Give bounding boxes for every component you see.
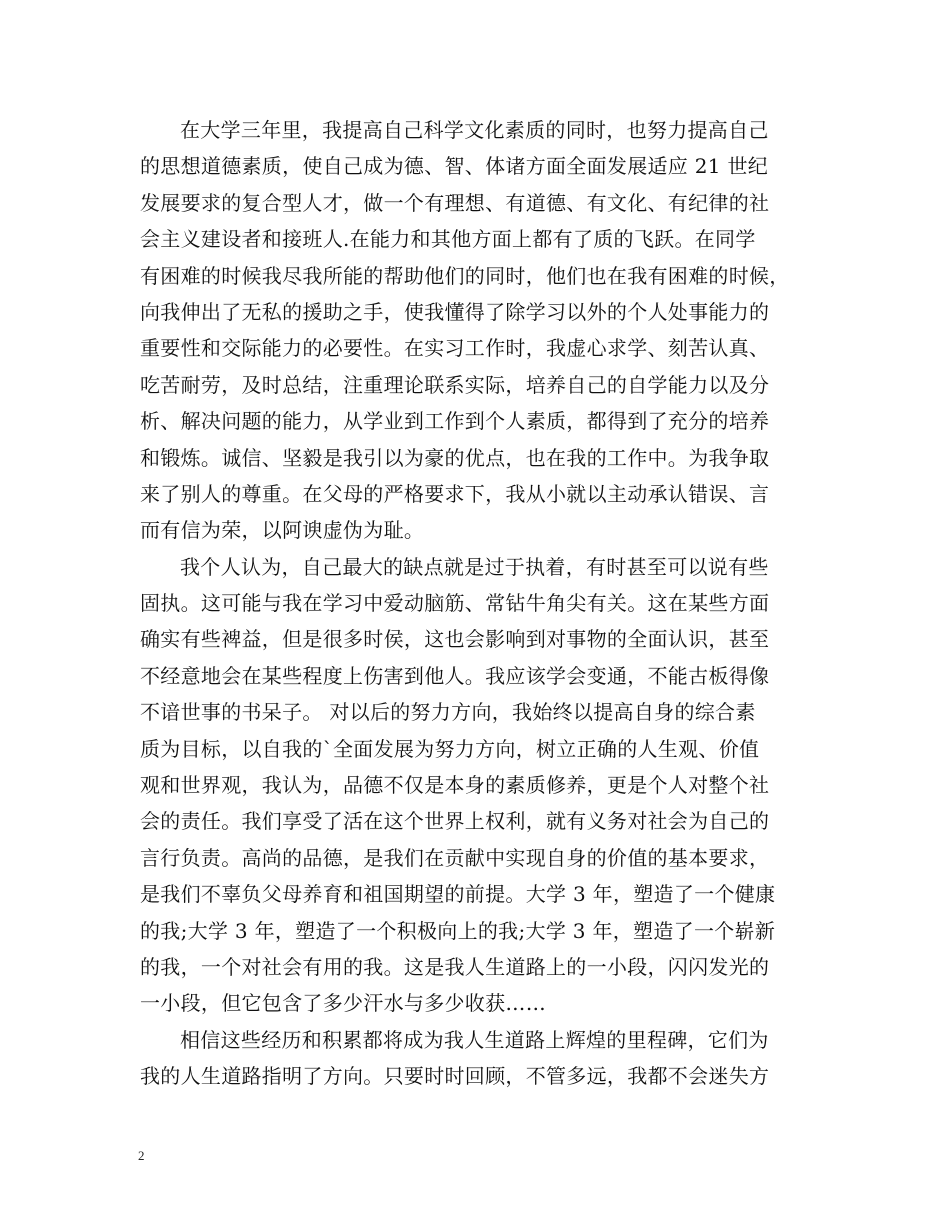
text-line: 言行负责。高尚的品德，是我们在贡献中实现自身的价值的基本要求， xyxy=(140,845,770,870)
text-line: 固执。这可能与我在学习中爱动脑筋、常钻牛角尖有关。这在某些方面 xyxy=(140,591,770,616)
text-line: 来了别人的尊重。在父母的严格要求下，我从小就以主动承认错误、言 xyxy=(140,481,770,506)
text-line: 相信这些经历和积累都将成为我人生道路上辉煌的里程碑，它们为 xyxy=(180,1027,769,1052)
text-line: 不经意地会在某些程度上伤害到他人。我应该学会变通，不能古板得像 xyxy=(140,663,770,688)
text-line: 的思想道德素质，使自己成为德、智、体诸方面全面发展适应 21 世纪 xyxy=(140,154,769,179)
text-line: 我的人生道路指明了方向。只要时时回顾，不管多远，我都不会迷失方 xyxy=(140,1064,770,1089)
text-line: 而有信为荣，以阿谀虚伪为耻。 xyxy=(140,518,425,543)
text-line: 我个人认为，自己最大的缺点就是过于执着，有时甚至可以说有些 xyxy=(180,554,769,579)
text-line: 有困难的时候我尽我所能的帮助他们的同时，他们也在我有困难的时候， xyxy=(140,263,790,288)
text-line: 质为目标，以自我的`全面发展为努力方向，树立正确的人生观、价值 xyxy=(140,736,760,761)
text-line: 在大学三年里，我提高自己科学文化素质的同时，也努力提高自己 xyxy=(180,118,769,142)
text-line: 的我，一个对社会有用的我。这是我人生道路上的一小段，闪闪发光的 xyxy=(140,954,770,979)
text-line: 确实有些裨益，但是很多时侯，这也会影响到对事物的全面认识，甚至 xyxy=(140,627,770,652)
text-line: 不谙世事的书呆子。 对以后的努力方向，我始终以提高自身的综合素 xyxy=(140,700,756,725)
document-body xyxy=(140,112,820,1095)
text-line: 析、解决问题的能力，从学业到工作到个人素质，都得到了充分的培养 xyxy=(140,409,770,434)
text-line: 观和世界观，我认为，品德不仅是本身的素质修养，更是个人对整个社 xyxy=(140,773,770,798)
text-line: 和锻炼。诚信、坚毅是我引以为豪的优点，也在我的工作中。为我争取 xyxy=(140,445,770,470)
text-line: 的我;大学 3 年，塑造了一个积极向上的我;大学 3 年，塑造了一个崭新 xyxy=(140,918,776,943)
page-number: 2 xyxy=(138,1148,145,1163)
text-line: 一小段，但它包含了多少汗水与多少收获…… xyxy=(140,991,546,1016)
text-line: 发展要求的复合型人才，做一个有理想、有道德、有文化、有纪律的社 xyxy=(140,190,770,215)
text-line: 会的责任。我们享受了活在这个世界上权利，就有义务对社会为自己的 xyxy=(140,809,770,834)
text-line: 会主义建设者和接班人.在能力和其他方面上都有了质的飞跃。在同学 xyxy=(140,227,756,252)
text-line: 重要性和交际能力的必要性。在实习工作时，我虚心求学、刻苦认真、 xyxy=(140,336,770,361)
text-line: 是我们不辜负父母养育和祖国期望的前提。大学 3 年，塑造了一个健康 xyxy=(140,882,776,907)
text-line: 吃苦耐劳，及时总结，注重理论联系实际，培养自己的自学能力以及分 xyxy=(140,372,770,397)
text-line: 向我伸出了无私的援助之手，使我懂得了除学习以外的个人处事能力的 xyxy=(140,299,770,324)
